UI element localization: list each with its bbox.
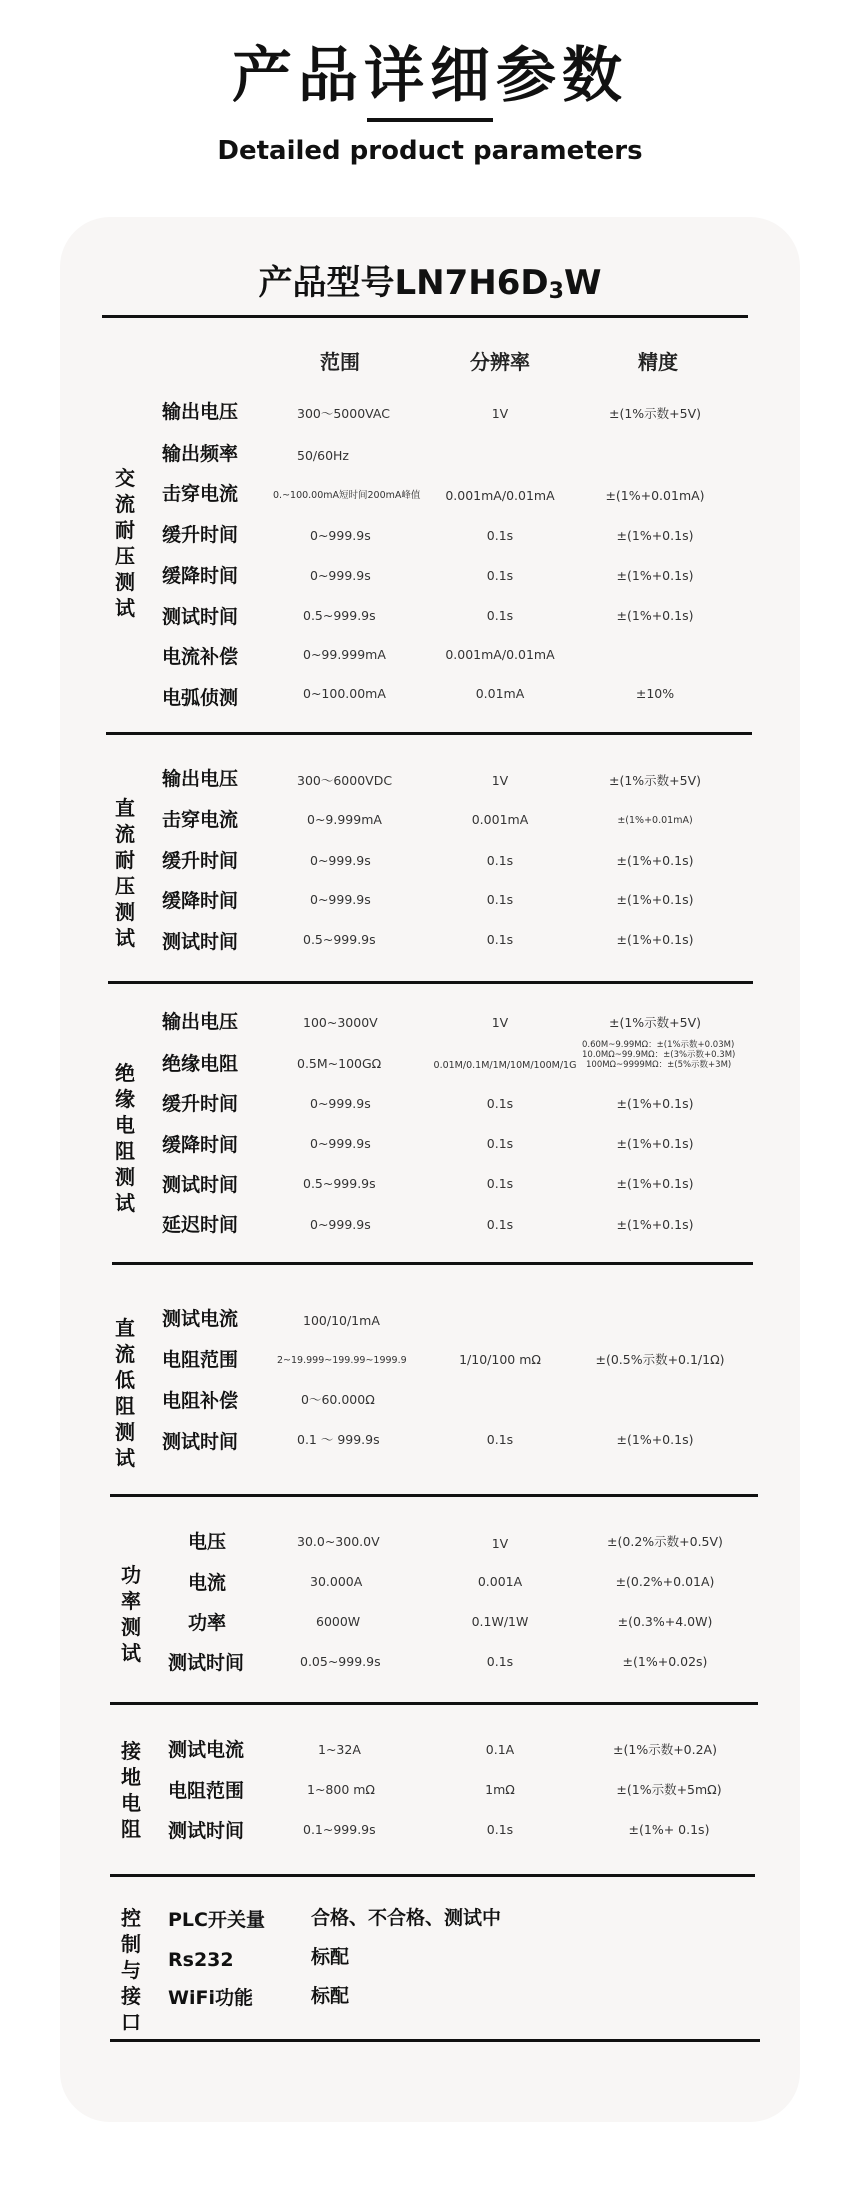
row-label: 电阻范围	[168, 1780, 245, 1802]
range-value: 100~3000V	[303, 1015, 378, 1030]
range-value: 1~800 mΩ	[307, 1782, 375, 1797]
divider	[110, 2039, 760, 2042]
resolution-value: 0.1s	[486, 1822, 514, 1837]
section-label-power: 功率测试	[121, 1563, 141, 1665]
row-label: 电压	[188, 1531, 227, 1553]
accuracy-value: ±(1%+0.1s)	[616, 1096, 694, 1111]
resolution-value: 0.1s	[486, 1432, 514, 1447]
accuracy-value: ±10%	[635, 686, 675, 701]
accuracy-value: ±(1%+0.1s)	[616, 528, 694, 543]
resolution-value: 0.1s	[486, 608, 514, 623]
row-label: PLC开关量	[168, 1909, 265, 1931]
range-value: 0~9.999mA	[307, 812, 382, 827]
row-label: 电阻范围	[162, 1349, 239, 1371]
range-value: 1~32A	[318, 1742, 361, 1757]
resolution-value: 0.1s	[486, 1136, 514, 1151]
accuracy-value: ±(1%+0.1s)	[616, 1136, 694, 1151]
accuracy-value: ±(1%+ 0.1s)	[628, 1822, 710, 1837]
divider	[110, 1702, 758, 1705]
accuracy-value: ±(1%示数+5mΩ)	[616, 1782, 722, 1797]
page-subtitle: Detailed product parameters	[217, 136, 643, 166]
model-prefix: 产品型号LN7H6D	[258, 263, 549, 303]
accuracy-value: ±(1%+0.1s)	[616, 1217, 694, 1232]
divider	[112, 1262, 753, 1265]
accuracy-value: 100MΩ~9999MΩ：±(5%示数+3M)	[586, 1060, 732, 1070]
accuracy-value: 0.60M~9.99MΩ：±(1%示数+0.03M)	[582, 1040, 735, 1050]
section-label-ground: 接地电阻	[121, 1739, 141, 1841]
row-label: 测试时间	[162, 1174, 239, 1196]
accuracy-value: ±(0.5%示数+0.1/1Ω)	[595, 1352, 725, 1367]
row-label: 输出频率	[162, 443, 239, 465]
control-value: 标配	[311, 1946, 350, 1968]
control-value: 标配	[311, 1985, 350, 2007]
row-label: WiFi功能	[168, 1987, 253, 2009]
section-label-ac: 交流耐压测试	[115, 466, 135, 620]
row-label: 缓升时间	[162, 850, 239, 872]
accuracy-value: ±(1%+0.1s)	[616, 1432, 694, 1447]
range-value: 50/60Hz	[297, 448, 349, 463]
accuracy-value: ±(1%+0.1s)	[616, 892, 694, 907]
model-suffix: W	[563, 263, 602, 303]
accuracy-value: ±(1%+0.01mA)	[617, 815, 693, 826]
title-underline	[367, 118, 493, 122]
row-label: 测试时间	[162, 606, 239, 628]
range-value: 0.~100.00mA短时间200mA峰值	[273, 490, 421, 501]
row-label: 功率	[188, 1612, 227, 1634]
range-value: 300～5000VAC	[297, 406, 390, 421]
accuracy-value: ±(0.2%示数+0.5V)	[607, 1534, 723, 1549]
accuracy-value: ±(1%+0.1s)	[616, 932, 694, 947]
resolution-value: 0.1s	[486, 1096, 514, 1111]
row-label: 输出电压	[162, 1011, 239, 1033]
resolution-value: 0.1A	[485, 1742, 515, 1757]
accuracy-value: ±(1%+0.01mA)	[605, 488, 705, 503]
accuracy-value: ±(1%+0.1s)	[616, 1176, 694, 1191]
resolution-value: 1mΩ	[485, 1782, 515, 1797]
row-label: 测试时间	[168, 1652, 245, 1674]
row-label: 电弧侦测	[162, 687, 239, 709]
range-value: 30.000A	[310, 1574, 363, 1589]
range-value: 0.5~999.9s	[303, 1176, 376, 1191]
range-value: 2~19.999~199.99~1999.9	[277, 1355, 407, 1366]
model-subscript: 3	[548, 279, 564, 304]
accuracy-value: ±(0.3%+4.0W)	[617, 1614, 713, 1629]
row-label: 测试时间	[168, 1820, 245, 1842]
range-value: 0~999.9s	[310, 568, 371, 583]
resolution-value: 1V	[491, 773, 509, 788]
row-label: 击穿电流	[162, 483, 239, 505]
page-title: 产品详细参数	[232, 41, 628, 111]
divider	[110, 1494, 758, 1497]
resolution-value: 0.01mA	[475, 686, 525, 701]
resolution-value: 0.1s	[486, 932, 514, 947]
divider	[110, 1874, 755, 1877]
row-label: 击穿电流	[162, 809, 239, 831]
row-label: 输出电压	[162, 401, 239, 423]
row-label: 测试电流	[162, 1308, 239, 1330]
section-label-ir: 绝缘电阻测试	[115, 1061, 135, 1215]
row-label: 缓降时间	[162, 890, 239, 912]
range-value: 0.1 ～ 999.9s	[297, 1432, 380, 1447]
resolution-value: 0.001mA/0.01mA	[445, 647, 555, 662]
range-value: 30.0~300.0V	[297, 1534, 380, 1549]
range-value: 0.5M~100GΩ	[297, 1056, 382, 1071]
accuracy-value: ±(1%示数+0.2A)	[613, 1742, 717, 1757]
resolution-value: 0.1s	[486, 853, 514, 868]
range-value: 0～60.000Ω	[301, 1392, 375, 1407]
resolution-value: 1V	[491, 1536, 509, 1551]
row-label: 缓升时间	[162, 524, 239, 546]
row-label: 缓降时间	[162, 1134, 239, 1156]
resolution-value: 1V	[491, 1015, 509, 1030]
accuracy-value: ±(1%+0.1s)	[616, 608, 694, 623]
section-label-control: 控制与接口	[121, 1906, 141, 2034]
row-label: 缓降时间	[162, 565, 239, 587]
resolution-value: 0.1W/1W	[471, 1614, 529, 1629]
range-value: 0.1~999.9s	[303, 1822, 376, 1837]
section-label-dc: 直流耐压测试	[115, 796, 135, 950]
row-label: Rs232	[168, 1949, 234, 1971]
row-label: 电流	[188, 1572, 227, 1594]
range-value: 6000W	[316, 1614, 361, 1629]
range-value: 0.5~999.9s	[303, 932, 376, 947]
row-label: 测试时间	[162, 1431, 239, 1453]
model-title	[0, 255, 860, 304]
row-label: 电流补偿	[162, 646, 239, 668]
resolution-value: 0.1s	[486, 1217, 514, 1232]
column-header-accuracy: 精度	[638, 350, 678, 374]
row-label: 输出电压	[162, 768, 239, 790]
range-value: 0~999.9s	[310, 853, 371, 868]
accuracy-value: ±(1%+0.1s)	[616, 568, 694, 583]
range-value: 0~100.00mA	[303, 686, 386, 701]
range-value: 100/10/1mA	[303, 1313, 380, 1328]
control-value: 合格、不合格、测试中	[311, 1907, 502, 1929]
row-label: 电阻补偿	[162, 1390, 239, 1412]
accuracy-value: 10.0MΩ~99.9MΩ：±(3%示数+0.3M)	[582, 1050, 736, 1060]
range-value: 0~999.9s	[310, 1136, 371, 1151]
resolution-value: 0.1s	[486, 568, 514, 583]
resolution-value: 0.01M/0.1M/1M/10M/100M/1G	[433, 1060, 577, 1071]
divider	[106, 732, 752, 735]
accuracy-value: ±(1%示数+5V)	[608, 1015, 702, 1030]
row-label: 测试电流	[168, 1739, 245, 1761]
row-label: 延迟时间	[162, 1214, 239, 1236]
accuracy-value: ±(0.2%+0.01A)	[615, 1574, 715, 1589]
accuracy-value: ±(1%示数+5V)	[608, 406, 702, 421]
resolution-value: 0.001mA	[471, 812, 529, 827]
resolution-value: 0.001mA/0.01mA	[445, 488, 555, 503]
resolution-value: 0.1s	[486, 892, 514, 907]
resolution-value: 0.001A	[477, 1574, 523, 1589]
column-header-resolution: 分辨率	[470, 350, 530, 374]
resolution-value: 1/10/100 mΩ	[459, 1352, 541, 1367]
range-value: 0~999.9s	[310, 528, 371, 543]
divider	[108, 981, 753, 984]
accuracy-value: ±(1%+0.1s)	[616, 853, 694, 868]
range-value: 0~999.9s	[310, 1096, 371, 1111]
range-value: 0.5~999.9s	[303, 608, 376, 623]
accuracy-value: ±(1%示数+5V)	[608, 773, 702, 788]
resolution-value: 0.1s	[486, 1654, 514, 1669]
divider	[102, 315, 748, 318]
range-value: 0~99.999mA	[303, 647, 386, 662]
range-value: 0~999.9s	[310, 1217, 371, 1232]
section-label-lr: 直流低阻测试	[115, 1316, 135, 1470]
row-label: 缓升时间	[162, 1093, 239, 1115]
range-value: 0~999.9s	[310, 892, 371, 907]
resolution-value: 0.1s	[486, 1176, 514, 1191]
resolution-value: 0.1s	[486, 528, 514, 543]
accuracy-value: ±(1%+0.02s)	[622, 1654, 708, 1669]
resolution-value: 1V	[491, 406, 509, 421]
row-label: 绝缘电阻	[162, 1053, 239, 1075]
row-label: 测试时间	[162, 931, 239, 953]
range-value: 0.05~999.9s	[300, 1654, 381, 1669]
column-header-range: 范围	[320, 350, 360, 374]
range-value: 300～6000VDC	[297, 773, 393, 788]
